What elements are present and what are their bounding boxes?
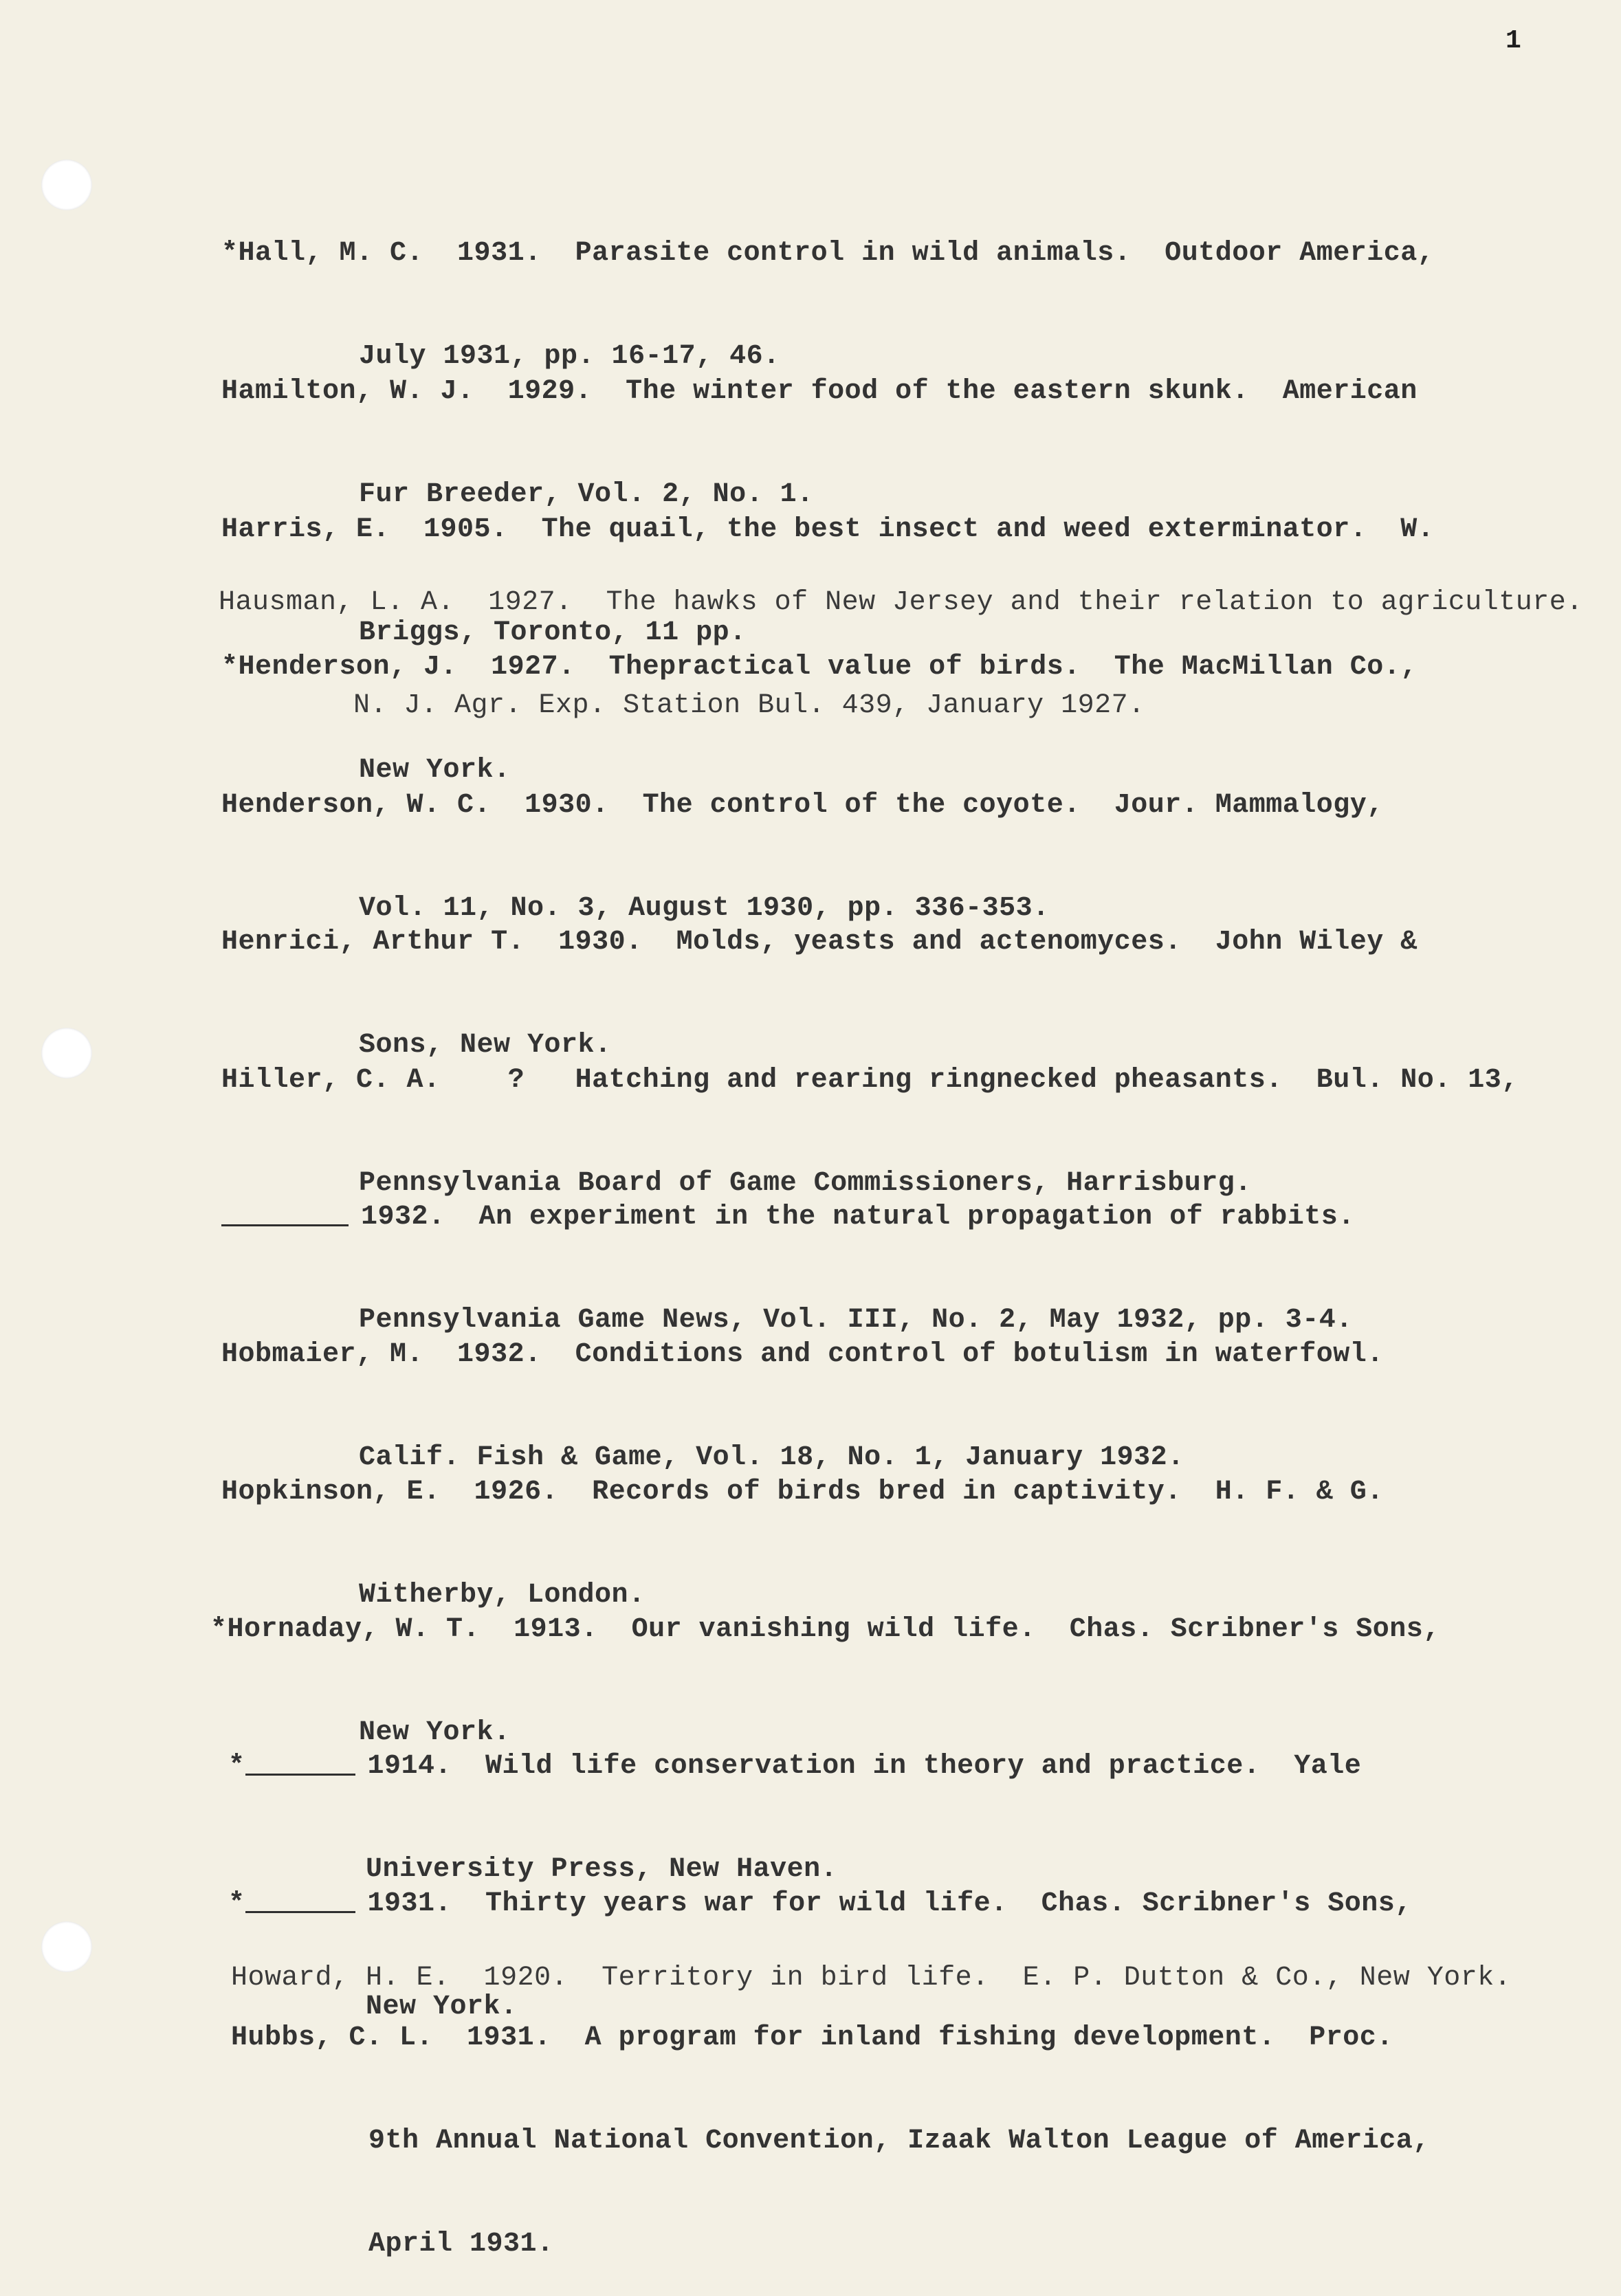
entry-line: Henrici, Arthur T. 1930. Molds, yeasts and actenomyces. John Wiley & [221,927,1418,958]
page-number: 1 [1506,26,1521,56]
entry-line: *Henderson, J. 1927. Thepractical value of birds. The MacMillan Co., [221,652,1418,683]
bibliography-entry [231,1952,1430,2296]
entry-line: Howard, H. E. 1920. Territory in bird life. E. P. Dutton & Co., New York. [231,1963,1512,1994]
entry-continuation: Pennsylvania Game News, Vol. III, No. 2, May 1932, pp. 3-4. [359,1305,1353,1336]
entry-line: Hamilton, W. J. 1929. The winter food of the eastern skunk. American [221,376,1418,407]
entry-continuation: Sons, New York. [359,1030,612,1061]
entry-continuation: Witherby, London. [359,1580,646,1611]
entry-line: * 1914. Wild life conservation in theory and practice. Yale [228,1751,1362,1782]
entry-continuation: New York. [366,1991,518,2022]
entry-continuation: 9th Annual National Convention, Izaak Walton League of America, [368,2126,1430,2156]
entry-continuation: Fur Breeder, Vol. 2, No. 1. [359,479,814,510]
entry-line: * 1931. Thirty years war for wild life. Chas. Scribner's Sons, [228,1888,1412,1919]
entry-continuation: July 1931, pp. 16-17, 46. [359,341,780,372]
punch-hole [41,159,92,210]
entry-line: Henderson, W. C. 1930. The control of the coyote. Jour. Mammalogy, [221,790,1384,821]
entry-continuation: N. J. Agr. Exp. Station Bul. 439, January 1927. [353,690,1145,721]
same-author-rule [221,1224,349,1226]
entry-line: *Hall, M. C. 1931. Parasite control in wild animals. Outdoor America, [221,238,1435,269]
entry-line: Hubbs, C. L. 1931. A program for inland fishing development. Proc. [231,2022,1393,2053]
entry-continuation: New York. [359,755,511,786]
same-author-rule [245,1774,355,1776]
entry-line: Harris, E. 1905. The quail, the best insect and weed exterminator. W. [221,514,1435,545]
entry-continuation: April 1931. [368,2229,554,2260]
entry-line: *Hornaday, W. T. 1913. Our vanishing wild life. Chas. Scribner's Sons, [210,1614,1440,1645]
entry-line: Hiller, C. A. ? Hatching and rearing ringnecked pheasants. Bul. No. 13, [221,1065,1519,1096]
entry-continuation: Pennsylvania Board of Game Commissioners, Harrisburg. [359,1168,1252,1199]
punch-hole [41,1921,92,1972]
entry-continuation: University Press, New Haven. [366,1854,838,1885]
entry-line: 1932. An experiment in the natural propagation of rabbits. [221,1200,1355,1235]
entry-line: Hausman, L. A. 1927. The hawks of New Jersey and their relation to agriculture. [219,587,1583,618]
entry-continuation: New York. [359,1717,511,1748]
entry-continuation: Calif. Fish & Game, Vol. 18, No. 1, January 1932. [359,1442,1184,1473]
entry-line: Hopkinson, E. 1926. Records of birds bred in captivity. H. F. & G. [221,1477,1384,1508]
entry-line: Hobmaier, M. 1932. Conditions and control of botulism in waterfowl. [221,1339,1384,1370]
entry-continuation: Vol. 11, No. 3, August 1930, pp. 336-353. [359,893,1050,924]
entry-continuation: Briggs, Toronto, 11 pp. [359,617,747,648]
punch-hole [41,1028,92,1079]
